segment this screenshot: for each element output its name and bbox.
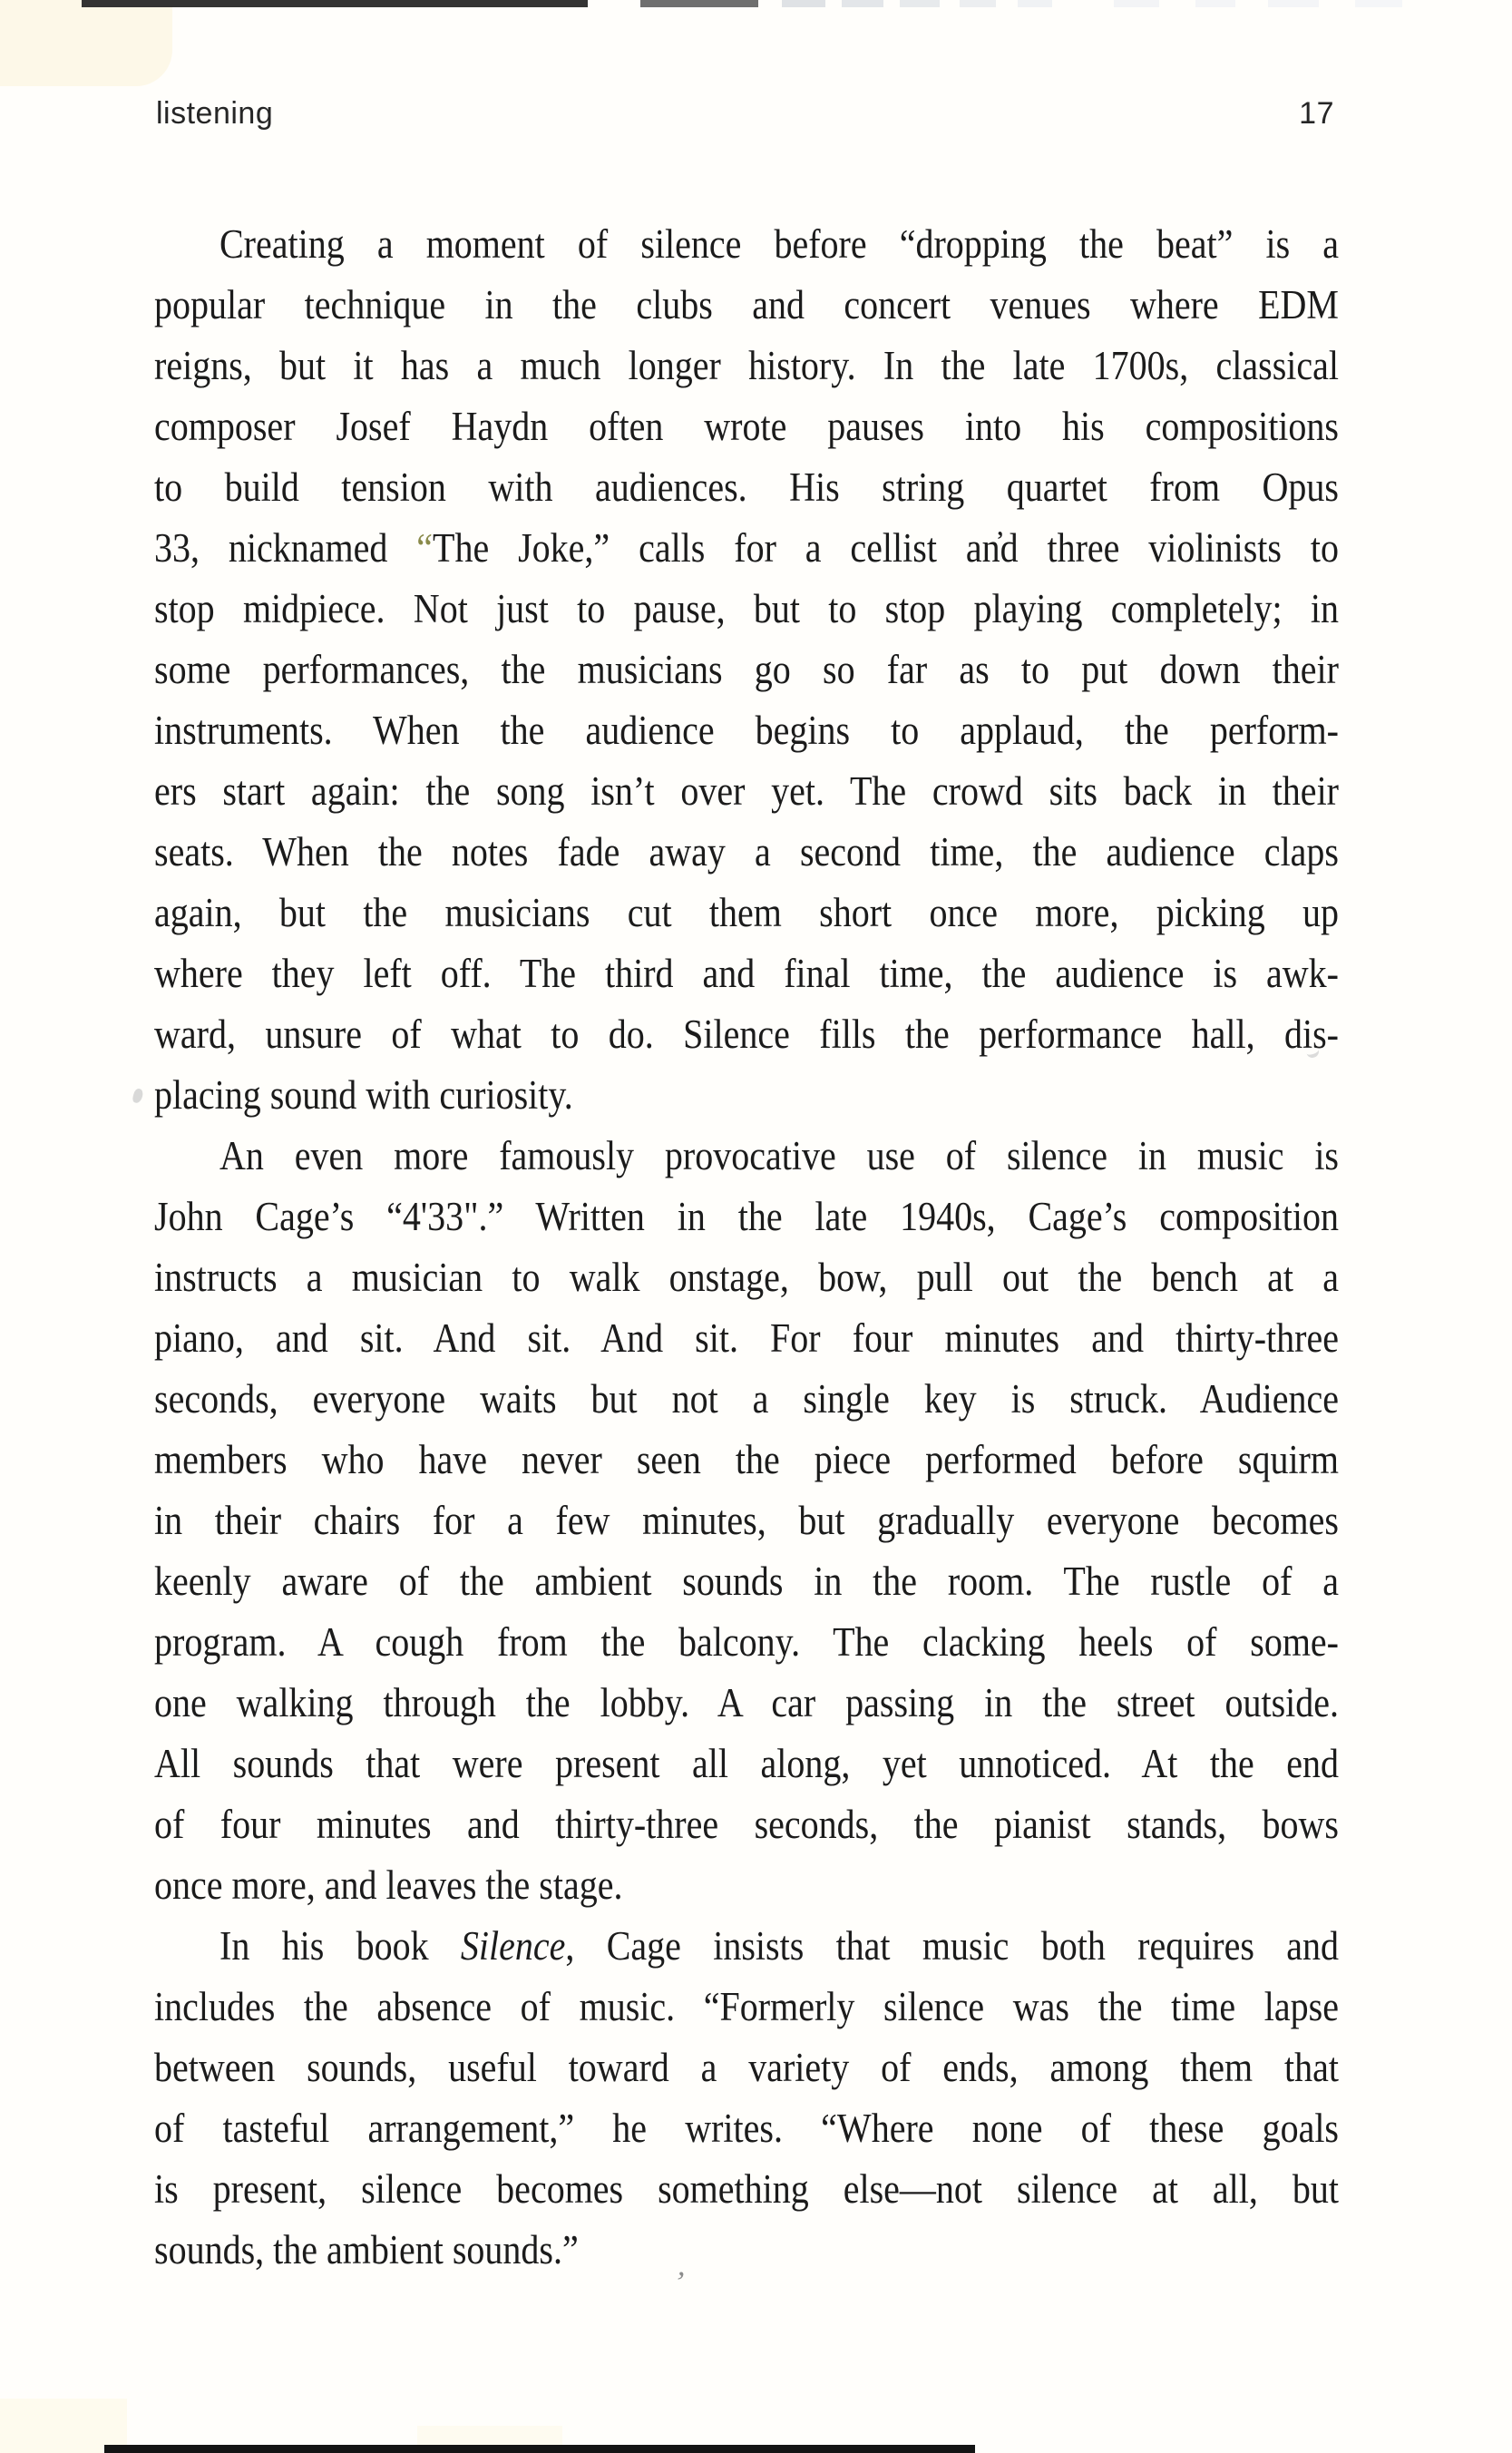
text-line: of tasteful arrangement,” he writes. “Where none of these goals — [154, 2105, 1339, 2152]
text-line: seconds, everyone waits but not a single key is struck. Audience — [154, 1375, 1339, 1422]
text-line: reigns, but it has a much longer history. In the late 1700s, classical — [154, 342, 1339, 389]
running-head-title: listening — [156, 96, 274, 131]
text-line: ward, unsure of what to do. Silence fills the performance hall, dis- — [154, 1011, 1339, 1058]
page-number: 17 — [1299, 96, 1334, 131]
text-line: between sounds, useful toward a variety of ends, among them that — [154, 2044, 1339, 2091]
text-line: is present, silence becomes something else—not silence at all, but — [154, 2165, 1339, 2213]
text-line: instructs a musician to walk onstage, bow, pull out the bench at a — [154, 1254, 1339, 1301]
text-line: in their chairs for a few minutes, but gradually everyone becomes — [154, 1497, 1339, 1544]
ink-speck — [132, 1088, 144, 1104]
text-line: includes the absence of music. “Formerly silence was the time lapse — [154, 1983, 1339, 2030]
text-line: to build tension with audiences. His string quartet from Opus — [154, 464, 1339, 511]
scan-bar-bottom — [104, 2445, 975, 2453]
text-line: once more, and leaves the stage. — [154, 1862, 623, 1909]
text-line: All sounds that were present all along, yet unnoticed. At the end — [154, 1740, 1339, 1787]
paragraph — [154, 1916, 1339, 2281]
scan-bar-top-segment — [1114, 0, 1159, 7]
scan-bar-top-segment — [960, 0, 996, 7]
text-line: of four minutes and thirty-three seconds, the pianist stands, bows — [154, 1801, 1339, 1848]
paragraph — [154, 214, 1339, 1126]
scan-bar-top-segment — [1268, 0, 1319, 7]
text-line: seats. When the notes fade away a second time, the audience claps — [154, 828, 1339, 875]
text-line: keenly aware of the ambient sounds in the room. The rustle of a — [154, 1558, 1339, 1605]
scan-tint-top-left — [0, 0, 172, 86]
paragraph — [154, 1126, 1339, 1916]
text-line: piano, and sit. And sit. And sit. For four minutes and thirty-three — [154, 1314, 1339, 1362]
scan-bar-top-segment — [1195, 0, 1235, 7]
body-text — [154, 214, 1339, 2281]
text-line: Creating a moment of silence before “dropping the beat” is a — [219, 220, 1339, 268]
text-line: ers start again: the song isn’t over yet. The crowd sits back in their — [154, 767, 1339, 815]
text-line: 33, nicknamed “The Joke,” calls for a cellist an̓d three violinists to — [154, 524, 1339, 572]
text-line: sounds, the ambient sounds.” — [154, 2226, 579, 2273]
scan-bar-top-segment — [1018, 0, 1052, 7]
scan-bar-top-segment — [82, 0, 588, 7]
running-header — [156, 96, 1334, 132]
text-line: popular technique in the clubs and concert venues where EDM — [154, 281, 1339, 328]
text-line: John Cage’s “4'33".” Written in the late 1940s, Cage’s composition — [154, 1193, 1339, 1240]
text-line: some performances, the musicians go so far as to put down their — [154, 646, 1339, 693]
text-line: members who have never seen the piece performed before squirm — [154, 1436, 1339, 1483]
text-line: In his book Silence, Cage insists that music both requires and — [219, 1922, 1340, 1969]
scan-bar-top-segment — [640, 0, 758, 7]
scan-bar-top-segment — [1355, 0, 1402, 7]
text-line: program. A cough from the balcony. The clacking heels of some- — [154, 1618, 1339, 1666]
text-line: instruments. When the audience begins to applaud, the perform- — [154, 707, 1339, 754]
text-line: placing sound with curiosity. — [154, 1071, 573, 1119]
scan-bar-top-segment — [842, 0, 883, 7]
scan-bar-top-segment — [782, 0, 825, 7]
scan-bar-top-segment — [900, 0, 940, 7]
text-line: one walking through the lobby. A car passing in the street outside. — [154, 1679, 1339, 1726]
text-line: stop midpiece. Not just to pause, but to stop playing completely; in — [154, 585, 1339, 632]
text-line: where they left off. The third and final time, the audience is awk- — [154, 950, 1339, 997]
stray-apostrophe-mark: ’ — [672, 2265, 688, 2301]
text-line: An even more famously provocative use of silence in music is — [219, 1132, 1339, 1179]
text-line: again, but the musicians cut them short once more, picking up — [154, 889, 1339, 936]
text-line: composer Josef Haydn often wrote pauses into his compositions — [154, 403, 1339, 450]
